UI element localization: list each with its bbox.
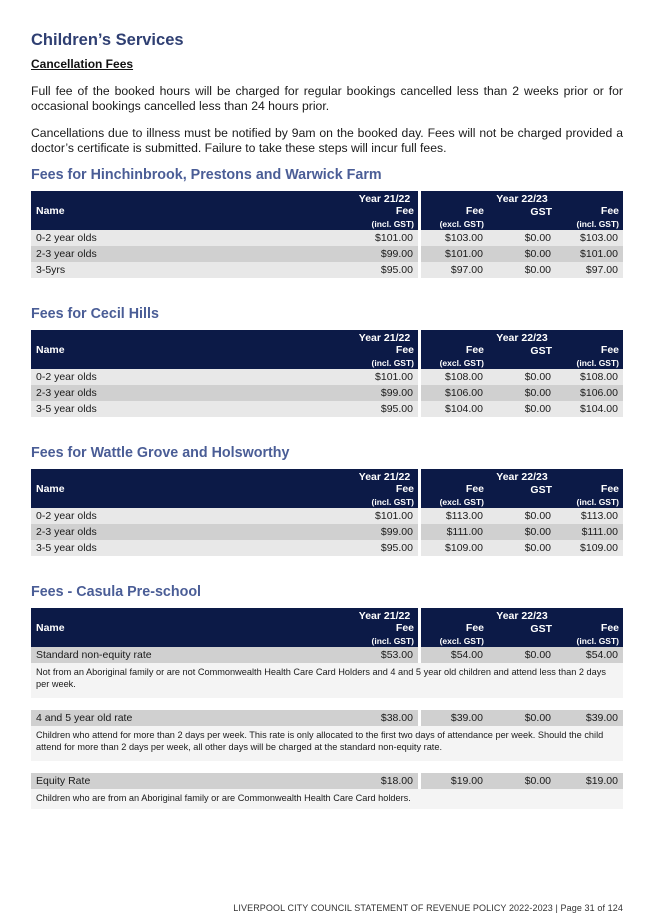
row-gst: $0.00 [488,401,556,417]
row-fee-excl: $54.00 [421,647,488,663]
paragraph-1: Full fee of the booked hours will be charged for regular bookings cancelled less than 2 weeks prior or for occasional bookings cancelled less than 24 hours prior. [31,84,623,113]
row-fee-incl: $54.00 [556,647,623,663]
row-fee-excl: $109.00 [421,540,488,556]
row-fee-excl: $97.00 [421,262,488,278]
header-gst: GST [488,623,556,647]
row-fee-incl: $109.00 [556,540,623,556]
header-fee-incl-2223: Fee (incl. GST) [556,484,623,508]
row-name: Standard non-equity rate [31,647,351,663]
header-year-21-22: Year 21/22 [351,469,421,484]
row-fee-excl: $103.00 [421,230,488,246]
row-fee-incl: $106.00 [556,385,623,401]
row-fee-incl: $103.00 [556,230,623,246]
header-fee-excl: Fee (excl. GST) [421,484,488,508]
section-title-cecil-hills: Fees for Cecil Hills [31,306,159,322]
row-name: 2-3 year olds [31,524,351,540]
table-row [31,508,623,524]
row-fee-incl: $108.00 [556,369,623,385]
header-name: Name [31,191,351,230]
row-fee-2122: $99.00 [351,385,421,401]
header-gst: GST [488,484,556,508]
row-fee-incl: $19.00 [556,773,623,789]
fees-table-hinchinbrook [31,191,623,278]
header-fee-excl: Fee (excl. GST) [421,345,488,369]
row-fee-excl: $104.00 [421,401,488,417]
row-fee-2122: $38.00 [351,710,421,726]
header-year-22-23: Year 22/23 [421,191,623,206]
header-fee-incl: Fee (incl. GST) [351,484,421,508]
fees-table-wattle-grove [31,469,623,556]
row-fee-2122: $18.00 [351,773,421,789]
header-gst: GST [488,206,556,230]
spacer [31,763,623,773]
row-fee-2122: $53.00 [351,647,421,663]
fees-table-casula [31,608,623,811]
row-fee-2122: $101.00 [351,230,421,246]
rate-note: Children who are from an Aboriginal family or are Commonwealth Health Care Card holders. [31,789,623,811]
row-fee-excl: $111.00 [421,524,488,540]
header-year-21-22: Year 21/22 [351,608,421,623]
header-name: Name [31,608,351,647]
row-fee-2122: $95.00 [351,401,421,417]
row-name: 0-2 year olds [31,508,351,524]
header-year-22-23: Year 22/23 [421,469,623,484]
header-fee-incl-2223: Fee (incl. GST) [556,206,623,230]
table-row [31,230,623,246]
header-gst: GST [488,345,556,369]
header-fee-excl: Fee (excl. GST) [421,206,488,230]
row-fee-incl: $104.00 [556,401,623,417]
rate-note-row [31,789,623,811]
section-title-wattle-grove: Fees for Wattle Grove and Holsworthy [31,445,290,461]
header-year-22-23: Year 22/23 [421,330,623,345]
row-fee-excl: $101.00 [421,246,488,262]
header-year-21-22: Year 21/22 [351,330,421,345]
row-gst: $0.00 [488,773,556,789]
row-fee-2122: $99.00 [351,524,421,540]
section-title-casula: Fees - Casula Pre-school [31,584,202,600]
row-name: 0-2 year olds [31,230,351,246]
row-name: Equity Rate [31,773,351,789]
spacer [31,700,623,710]
header-fee-excl: Fee (excl. GST) [421,623,488,647]
rate-note-row [31,663,623,700]
row-name: 2-3 year olds [31,246,351,262]
header-fee-incl: Fee (incl. GST) [351,623,421,647]
header-fee-incl: Fee (incl. GST) [351,345,421,369]
row-fee-2122: $95.00 [351,262,421,278]
row-fee-incl: $111.00 [556,524,623,540]
header-name: Name [31,330,351,369]
paragraph-2: Cancellations due to illness must be notified by 9am on the booked day. Fees will not be charged provided a doctor’s certificate is submitted. Failure to take these steps will incur full fees. [31,126,623,155]
row-fee-excl: $108.00 [421,369,488,385]
table-row [31,773,623,789]
row-name: 3-5 year olds [31,540,351,556]
header-fee-incl-2223: Fee (incl. GST) [556,623,623,647]
header-fee-incl: Fee (incl. GST) [351,206,421,230]
rate-note-row [31,726,623,763]
row-fee-incl: $39.00 [556,710,623,726]
header-fee-incl-2223: Fee (incl. GST) [556,345,623,369]
row-name: 3-5yrs [31,262,351,278]
row-fee-excl: $39.00 [421,710,488,726]
row-gst: $0.00 [488,385,556,401]
row-gst: $0.00 [488,369,556,385]
row-fee-excl: $19.00 [421,773,488,789]
table-row [31,647,623,663]
table-row [31,369,623,385]
table-row [31,401,623,417]
row-fee-excl: $113.00 [421,508,488,524]
header-year-22-23: Year 22/23 [421,608,623,623]
table-row [31,710,623,726]
row-fee-incl: $101.00 [556,246,623,262]
rate-note: Not from an Aboriginal family or are not Commonwealth Health Care Card Holders and 4 and 5 year old children and attend less than 2 days per week. [31,663,623,700]
row-fee-2122: $101.00 [351,369,421,385]
row-fee-excl: $106.00 [421,385,488,401]
cancellation-fees-heading: Cancellation Fees [31,57,134,71]
rate-note: Children who attend for more than 2 days per week. This rate is only allocated to the first two days of attendance per week. Should the child attend for more than 2 days per week, all other days will be charged at the standard non-equity rate. [31,726,623,763]
row-fee-2122: $95.00 [351,540,421,556]
row-name: 2-3 year olds [31,385,351,401]
page-footer: LIVERPOOL CITY COUNCIL STATEMENT OF REVENUE POLICY 2022-2023 | Page 31 of 124 [233,903,623,913]
page-title: Children’s Services [31,31,184,49]
row-gst: $0.00 [488,540,556,556]
table-row [31,385,623,401]
row-gst: $0.00 [488,524,556,540]
row-name: 0-2 year olds [31,369,351,385]
table-row [31,524,623,540]
fees-table-cecil-hills [31,330,623,417]
row-gst: $0.00 [488,246,556,262]
row-fee-2122: $101.00 [351,508,421,524]
row-fee-incl: $97.00 [556,262,623,278]
table-row [31,262,623,278]
row-gst: $0.00 [488,262,556,278]
row-name: 4 and 5 year old rate [31,710,351,726]
table-row [31,246,623,262]
row-name: 3-5 year olds [31,401,351,417]
row-fee-incl: $113.00 [556,508,623,524]
row-fee-2122: $99.00 [351,246,421,262]
row-gst: $0.00 [488,710,556,726]
row-gst: $0.00 [488,508,556,524]
header-year-21-22: Year 21/22 [351,191,421,206]
table-row [31,540,623,556]
row-gst: $0.00 [488,230,556,246]
section-title-hinchinbrook: Fees for Hinchinbrook, Prestons and Warwick Farm [31,167,382,183]
header-name: Name [31,469,351,508]
row-gst: $0.00 [488,647,556,663]
